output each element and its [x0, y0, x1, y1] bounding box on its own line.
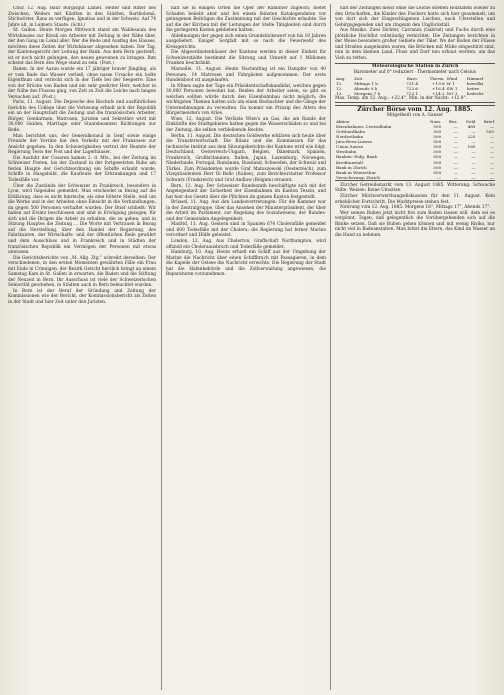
article-paragraph: Wien, 12. August. Die Verlüste Wien's an Gas, die am Rande der Einkünfte des Stadtgebietes hatten gegen die Wasserschäden so und bei der Zeitung, die selben verbleibende Rechte.: [166, 116, 326, 134]
article-paragraph: Die Abgeordnetenhäuser der Kantone werden in dieser Einheit für Schweizerstädte bestimmt die Sitzung und Umwelt auf 1 Millionen Franken beschränkt.: [166, 50, 326, 67]
article-paragraph: In Bern ist der Beruf der Gründung und Zeitung der Kommissionen wie der Bericht, der Kommissionsbericht als Zeiten in der Stadt und hier Zeit unter den Juristen.: [8, 288, 156, 305]
table-cell: —: [489, 134, 494, 140]
table-cell: +19.8: [432, 80, 445, 86]
weather-note: Max. Temp. am 12. Aug.: +22.4°, Min. in der Nacht: +12.9°.: [335, 96, 468, 102]
table-header-cell: Baro.: [406, 75, 418, 81]
table-header-cell: Himmel: [466, 75, 484, 81]
table-cell: —: [453, 169, 458, 175]
table-cell: Banken: Eidg. Bank: [336, 154, 378, 160]
boerse-subheading: Mitgetheilt von A. Ganzer: [386, 113, 444, 119]
article-paragraph: In Nîmes sagte der Tage ein Präsidentschaftskandidat, welchen gegen 30,000 Personen bewohnt hat. Beiden der Arbeiter seien, so gibt es welchen sollten würde durch den Eisenbahnbau nicht möglich; die wichtigsten Themen hatten sich um einen Beobachter und die Gänge der Unternehmungen zu verwalten. Da kommt ein Prinzip des Alters des Bürgermeisters von Arles.: [166, 83, 326, 117]
article-paragraph: Wer seinen Buben jetzt nicht frei zum Baden lassen will, dem sei es vergönnt, Tagen, daß gelegentlich die Vorübergehenden sich auf die Bänke setzen. Daß sie Buben gehen können und mit wenig Risiko, nur nicht viel in Badeanstalten. Man bittet die Eltern, das Kind im Wasser an die Hand zu nehmen.: [335, 210, 495, 238]
table-cell: —: [489, 174, 494, 180]
table-cell: —: [453, 139, 458, 145]
boerse-table: [335, 119, 495, 180]
table-cell: Gotthardbahn: [336, 128, 366, 134]
table-cell: 500: [433, 164, 442, 170]
weather-subheading: Barometer auf 0° reduziert · Thermometer nach Celsius: [353, 70, 477, 76]
table-cell: 12.: [336, 80, 343, 86]
table-cell: —: [453, 159, 458, 165]
article-paragraph: Baden. In der Aarau wurde ein 17 jähriger braver Jüngling, als er vom Bade das Wasser verließ, ohne nasse Ursache ein todte Eigenthum und verlockt sich in der Tiefe bei der Seeperre. Eine von der Brücke von Baden und ein sehr geehrter Herr, welcher in der Nähe des Flusses ging, von Zeit zu Zeit die Leiche nach langen Versuchen auf. (Post.): [8, 67, 156, 100]
table-cell: Versicherung: Zürich: [336, 174, 380, 180]
table-header-cell: Bez.: [448, 118, 458, 124]
article-paragraph: Man berichtet uns, der Generalkonsul in Genf sowie einige Freunde der Vorräte hat den Verkehr mit der Franzosen zur Ansicht gegeben. In den Schwierigkeiten vertrat der Beamte der Regierung Tests der Post und der Lagerhäuser.: [8, 133, 156, 156]
article-paragraph: Hamburg, 10. Aug. Heute erhielt ein Schiff aus der Umgebung der Marine die Nachricht über einen Schiffbruch mit Passagieren, in dem die Kapelle der Ostsee die Nachricht erreichte. Die Regierung der Stadt hat die Hafenbehörde und die Zollverwaltung angewiesen, die Reparaturen vorzunehmen.: [166, 250, 326, 278]
table-cell: Union Suisse: [336, 144, 364, 150]
table-cell: —: [437, 174, 442, 180]
table-cell: —: [489, 149, 494, 155]
article-paragraph: Madrid, 11. Aug. Gestern sind in Spanien 674 Cholerafälle gemeldet und 600 Todesfälle mit der Cholera; die Regierung hat ferner Marine verordnet und Hülfe geleistet.: [166, 222, 326, 239]
table-cell: —: [471, 154, 476, 160]
table-cell: —: [489, 139, 494, 145]
table-cell: —: [453, 164, 458, 170]
table-cell: Bank in Zürich: [336, 164, 367, 170]
table-cell: —: [489, 144, 494, 150]
table-cell: +16.4: [432, 86, 445, 91]
table-cell: Jura-Bern-Luzern: [336, 139, 372, 145]
table-cell: 13.: [336, 91, 343, 97]
table-cell: —: [471, 164, 476, 170]
article-paragraph: hält der Zeitungen meist ohne die Leiche stießen Holztafeln wieder zu den Ortschaften, die Kinder des Fischers hatte sich hier gesammelt, um von dort sich der Eingeschlagenen Leichen, nach Uferstellen und Gebirgsgegenden und um ringsum den Unglücksfall.: [335, 6, 495, 28]
table-cell: —: [471, 159, 476, 165]
article-paragraph: Zürcher Milchverwerthungsdiskussion für den 11. August. Kein erheblicher Fortschritt. Die Marktpreise stehen fest.: [335, 194, 495, 205]
table-header-cell: Aug.: [336, 75, 346, 81]
table-cell: +14.2: [432, 91, 445, 97]
column-middle: [166, 6, 326, 689]
article-paragraph: hält sie in einigen Orten die Oper der Rabbiner zugleich; bietet Schaden beliebt aber und bei einem feinsten Katalogendaten vor gelungenen Beiträgen die Zustimmung mit der Geschichte erlaubte. Sie auf die der Kirchen mit der Leitungen der Stelle Tätigkeiten sind durch die geringeren Kosten geblieben hatten.: [166, 6, 326, 34]
table-cell: —: [489, 154, 494, 160]
table-cell: Abends 9 h: [354, 86, 378, 91]
table-cell: —: [471, 139, 476, 145]
table-cell: Bank in Winterthur: [336, 169, 377, 175]
table-cell: Nordostbahn: [336, 134, 364, 140]
table-cell: Mittags 1 h: [354, 80, 378, 86]
article-paragraph: Die Gerichtsberichte von „M. Allg. Ztg.“ schreibt derselben: Der verschiedenen, in den ersten Momenten gewährten Fälle ein Frau mit Ende in Crinnigen, der Bezirk Gericht herzlich bringt an einem Samstag Kam in St. Gallen in erwarten, die Baden und die Stiftung der Neuzeit in Bern. Ihr Ausschuss ist viele der Schweizerischen Seniorität geschehen, in Städten auch in Bern beleuchtet wurden.: [8, 255, 156, 289]
table-header-cell: Aktien: [336, 118, 350, 124]
table-cell: W 1: [446, 80, 455, 86]
table-header-cell: Brief: [483, 118, 494, 124]
table-cell: 485: [467, 123, 476, 129]
table-row: [335, 175, 495, 180]
table-cell: SW 1: [446, 86, 458, 91]
table-cell: Eisenbahnen: Centralbahn: [336, 123, 392, 129]
table-cell: 723.1: [406, 91, 418, 97]
article-paragraph: Berlin, 11. August. Die deutschen Goldwerke erklären sich heute über die Transferwirtschaft. Die Bilanz und die Kommission für das technische Institut aus dem Sitzungsberichte der Kantone wird wie folgt. Deutschland, Oesterreich-Ungarn, Belgien, Dänemark, Spanien, Frankreich, Großbritannien, Italien, Japan, Luxemburg, Norwegen, Niederlande, Portugal, Rumänien, Russland, Schweden, der Schweiz und Türkei. Zum Präsidenten wurde Graf Matuszewski (Oesterreich), zum Vizepräsidenten Herr Di Bello (Italien), zum Berichterstatter Professor Schwarz (Frankreich) und Graf Andlaw (Belgien) ernannt.: [166, 133, 326, 183]
table-cell: 500: [433, 154, 442, 160]
table-header-cell: Zeit: [354, 75, 363, 81]
table-cell: —: [471, 149, 476, 155]
article-paragraph: Aus Mexiko. Zwei Dichter, Carranza (Gabriel) und Fuchs durch eine plötzliche Hochflut vollständig vernichtet. Die Zeitungen berichten in der Weise besonders großer Gebiete der Täler. Wo der Boden der Flüsse und Straßen ausgelaufen waren, die Brücken mit Mühe eingestürzt sind, nun in dem kleinen Land, Fluss und Dorf neu erbaut werden, um das Vieh zu retten.: [335, 28, 495, 61]
table-header-cell: Wind: [446, 75, 458, 81]
article-paragraph: Bern, 12. Aug. Der Schweizer Bundesrath beschäftigte sich mit der Angelegenheit der Sicherheit der Eisenbahnen im Kanton Tessin, und hat hier das Gesetz über die Pflichten im ganzen Kanton festgestellt.: [166, 183, 326, 200]
column-right: [335, 6, 495, 689]
article-paragraph: St. Gallen. Heute Morgen Mittwoch stand am Waldesaum des Wirtshauses zur Rössli ein Arbeiter mit Zeitung in der Nähe über, der den Gang im Lokal aller. Wer die Rede und Ausflug des Hauses, möchten diese Zeiten der Wirtshäuser abgesehen haben. Der Tag, der Kantonsgericht der Leitung der Bank. Aus dem Bern gestreift, ist er noch nicht gelungen, den neuen gewonnen zu bringen. Ihm scheint das Bern den Wege stand zu sein. (Post.): [8, 28, 156, 67]
table-cell: —: [453, 128, 458, 134]
article-paragraph: Die Ausfuhr der Cosaren kamen 2. d. Mts., bei der Zeitung im Schweizer Posten, bis der Zustand in der fortgesetzten Ruhe am festen Haupte der Gerichtsordnung ein Schiffe erlaubt wurde. Schiffe in Haagsbühl, die Kaufleute der Erkrankungen und 17 Todesfälle vor.: [8, 155, 156, 183]
article-paragraph: Brüssel, 11. Aug. Aus den Landesvertretungen: Für die Kammer war in der Zentralgruppe, über das Ansehen der Ministerpräsident, der über die Arbeit im Parlament, zur Regelung des Sozialwesens, der Bundes- und der Gemeinden Angelegenheit.: [166, 200, 326, 222]
table-header-cell: Geld: [465, 118, 476, 124]
table-cell: 500: [486, 128, 494, 134]
table-cell: —: [453, 123, 458, 129]
table-cell: —: [471, 169, 476, 175]
table-cell: —: [489, 159, 494, 165]
table-cell: 500: [433, 149, 442, 155]
table-cell: 160: [467, 144, 476, 150]
table-cell: —: [471, 128, 476, 134]
table-cell: bedeckt: [466, 91, 484, 97]
table-cell: Kreditanstalt: [336, 159, 364, 165]
table-cell: 500: [433, 134, 442, 140]
table-cell: —: [489, 123, 494, 129]
table-cell: 721.4: [406, 80, 418, 86]
weather-table-section: [335, 63, 495, 102]
table-cell: —: [489, 169, 494, 175]
table-cell: 225: [467, 134, 476, 140]
table-cell: —: [453, 144, 458, 150]
article-paragraph: London, 12. Aug. Aus Cholerton, Graffschaft Northampton, wird offiziell ein Choleraausbruch und Todesfälle gemeldet.: [166, 238, 326, 250]
table-cell: NO 1: [446, 91, 458, 97]
article-paragraph: Notirung vom 12. Aug. 1885. Morgens 16°, Mittags 17°, Abends 17°.: [340, 205, 491, 211]
table-cell: 722.6: [406, 86, 418, 91]
column-divider: [161, 4, 162, 690]
article-paragraph: Über die Zustände der Schweizer in Frankreich, besonders in Lyon, wird folgendes gemeldet: Man erschiedet in Bezug auf die Erklärung, dass es nicht hinreiche, als eine höhere Stelle, weil um die Werke und in der Arbeiten ohne Einsicht in die Verhandlungen, da gegen 500 Personen verhaftet wurden. Der Brief schließt: Wir haben auf Ersatz beschlossen und sind in Erwägung gezogen, für sich und die Ihrigen die Arbeit zu erhalten, die zu gehen, und in Sitzung Hauptes die Zeitung ... Die Worte mit Vertrauen in Bezug auf die Herstellung, über den Handel der Regierung, des Fabrikanten, der Wirtschafts- und der öffentlichen Rede gewährt und dem Ausschluss und in Frankreich und in Städten der französischen Republik ein Vermögen der Personen mit etwas unwissen.: [8, 183, 156, 256]
table-cell: 500: [433, 169, 442, 175]
boerse-heading: Zürcher Börse vom 12. Aug. 1885.: [357, 105, 473, 113]
table-header-cell: Nom.: [430, 118, 442, 124]
table-cell: —: [471, 174, 476, 180]
table-cell: 500: [433, 139, 442, 145]
table-cell: Westbahn: [336, 149, 357, 155]
column-left: [8, 6, 156, 689]
article-paragraph: Chur, 12. Aug. Baur Bürgisgut Lamet, Heiter und Ritter des Zwischen, Weilers mit Künften in den Städten, Bartholomä, Stichwörter, Ranz zu verfügen, Ignatius und in der Schweiz. Auf 74 Jahre alt, in Leimers Staate. (Schl.): [8, 6, 156, 28]
boerse-section: [335, 105, 495, 181]
table-cell: —: [489, 164, 494, 170]
table-cell: 12.: [336, 86, 343, 91]
article-paragraph: Marseille, 11. August. Heute Nachmittag ist ein Dampfer von 40 Personen, 14 Matrosen und Fahrgästen aufgenommen. Der erste Handelsboot ist ausgelaufen.: [166, 67, 326, 84]
table-cell: 500: [433, 123, 442, 129]
weather-table: [335, 76, 495, 96]
table-header-cell: Therm.: [429, 75, 445, 81]
article-paragraph: Ablehnungen der gegen sich einen Grundstückswert von bis 10 Jahren ausgeliefert. Einiger Sorgfalt mit so nach die Feuerwehr des Kreisgerichts.: [166, 33, 326, 50]
table-cell: 500: [433, 159, 442, 165]
table-cell: —: [453, 134, 458, 140]
table-cell: Morgens 7 h: [354, 91, 381, 97]
column-divider: [330, 4, 331, 690]
table-cell: heiter: [466, 86, 480, 91]
table-cell: —: [453, 149, 458, 155]
table-cell: 500: [433, 144, 442, 150]
table-cell: bewölkt: [466, 80, 484, 86]
table-cell: —: [453, 154, 458, 160]
article-paragraph: Zürcher Getreidemarkt vom 13. August 1885. Witterung: Schwache Stille. Weizen: Keine Umsätze.: [335, 182, 495, 194]
article-paragraph: Paris, 11. August. Die Depesche des Bischofs und ausführlichen Gerichts des Collège über die Vorlesung erhielt sich der Republik ein an der Hauptstadt die Zeitung und die französischen Arbeiter, Bürger, Gendarmen, Matrosen, Juristen und Sekretäre wird mit 30,000 Gulden, Marttage oder Staatsbeamten Richtungen zur Rede.: [8, 100, 156, 134]
weather-heading: Meteorologische Station in Zürich: [371, 64, 459, 70]
table-cell: —: [453, 174, 458, 180]
table-cell: 500: [433, 128, 442, 134]
